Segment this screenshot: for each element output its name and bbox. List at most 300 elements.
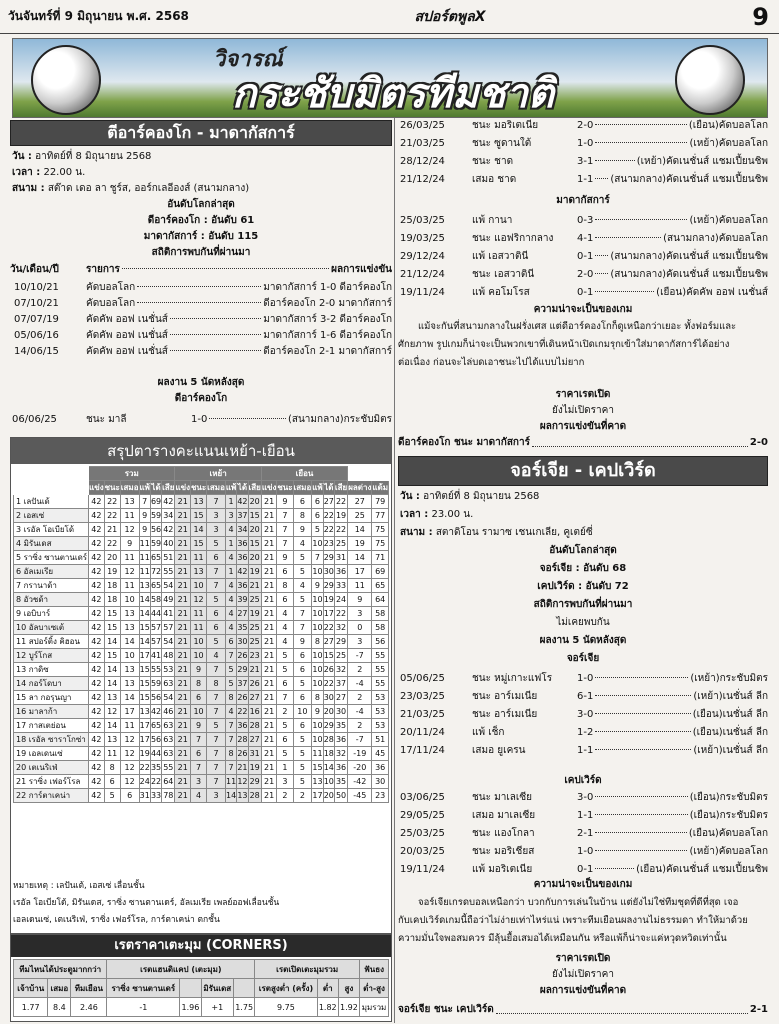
table-cell: 5 [277,663,293,677]
table-cell: 55 [372,649,389,663]
table-cell: 22 [104,509,120,523]
table-cell: 0 [348,621,372,635]
match2-h2h-title: สถิติการพบกันที่ผ่านมา [533,599,633,610]
table-cell: 42 [89,649,105,663]
team-name: 8 อัวชด้า [14,593,89,607]
corners-subhead: เสมอ [48,979,71,998]
table-cell: 15 [139,691,150,705]
table-cell: 2 [348,663,372,677]
table-cell: 53 [162,663,175,677]
table-cell: 7 [190,733,206,747]
table-cell: 5 [293,747,312,761]
table-cell: 3 [207,509,226,523]
table-cell: 17 [348,565,372,579]
match1-h2h-table [10,262,392,362]
match1-form-title: ผลงาน 5 นัดหลังสุด [157,377,245,388]
table-cell: 8 [104,761,120,775]
team-name: 11 สปอร์ติ้ง คิฮอน [14,635,89,649]
table-cell: 33 [334,579,347,593]
table-cell: 5 [207,593,226,607]
table-cell: 65 [372,579,389,593]
col-header: เสีย [248,481,261,495]
table-cell: 5 [312,523,323,537]
col-header: แพ้ [139,481,150,495]
table-row [14,593,389,607]
table-cell: 15 [248,509,261,523]
match1-right [398,118,768,448]
team-name: 1 เลปันเด้ [14,495,89,509]
table-cell: 56 [150,733,161,747]
table-cell: 7 [312,551,323,565]
table-row [14,551,389,565]
table-cell: 42 [150,705,161,719]
form-row: 25/03/25 แพ้ กานา 0-3 (เหย้า) คัดบอลโลก [400,215,768,226]
table-cell: 21 [175,593,191,607]
table-cell: 9 [139,509,150,523]
table-cell: 7 [207,705,226,719]
table-cell: 9 [277,551,293,565]
table-cell: 32 [334,747,347,761]
form-row: 19/03/25 ชนะ แอฟริกากลาง 4-1 (สนามกลาง) คัดบอลโลก [400,233,768,244]
table-cell: 72 [150,565,161,579]
table-cell: 53 [372,719,389,733]
table-cell: 42 [89,775,105,789]
table-cell: 2 [277,789,293,803]
corners-subhead: เจ้าบ้าน [14,979,48,998]
table-cell: 5 [277,719,293,733]
table-cell: 63 [162,677,175,691]
table-cell: 14 [104,635,120,649]
table-cell: 11 [225,775,236,789]
team-name: 18 เรอัล ซาราโกซ่า [14,733,89,747]
table-cell: 11 [139,537,150,551]
team-name: 15 ลา กอรุนญา [14,691,89,705]
corners-subhead: มิรันเดส [201,979,234,998]
table-cell: 21 [175,761,191,775]
table-cell: 24 [139,775,150,789]
table-cell: 31 [248,747,261,761]
table-cell: 5 [277,747,293,761]
table-cell: 13 [120,495,139,509]
table-cell: 2 [348,719,372,733]
table-cell: 26 [248,677,261,691]
table-cell: 42 [89,733,105,747]
table-cell: 17 [323,607,334,621]
table-cell: 54 [162,691,175,705]
analysis-line: ความมั่นใจพอสมควร มีลุ้นยื้อเสมอได้เหมือนกัน หรือแพ้ก็น่าจะแค่หวุดหวิดเท่านั้น [398,933,727,944]
table-cell: 34 [162,509,175,523]
table-cell: 55 [162,761,175,775]
table-cell: 14 [139,593,150,607]
table-cell: 1 [277,761,293,775]
analysis-line: จอร์เจียเกรดบอลเหนือกว่า บวกกับการเล่นในบ้าน แต่ยังไม่ใช่ทีมชุดที่ดีที่สุด เจอ [418,897,739,908]
table-cell: 42 [89,607,105,621]
form-row: 05/06/25 ชนะ หมู่เกาะแฟโร 1-0 (เหย้า) กระชับมิตร [400,673,768,684]
table-cell: 42 [237,565,248,579]
form-row: 03/06/25 ชนะ มาเลเซีย 3-0 (เยือน) กระชับมิตร [400,792,768,803]
table-cell: 15 [190,537,206,551]
table-cell: -4 [348,705,372,719]
col-header: ได้ [323,481,334,495]
table-cell: 23 [248,649,261,663]
table-cell: 7 [225,719,236,733]
table-cell: 6 [312,509,323,523]
col-header: เสมอ [120,481,139,495]
table-cell: 12 [120,523,139,537]
table-cell: 45 [372,747,389,761]
table-cell: 5 [104,789,120,803]
table-cell: 11 [190,621,206,635]
table-cell: 58 [372,607,389,621]
table-cell: 22 [334,523,347,537]
table-cell: 8 [190,677,206,691]
match2-rank-b: เคปเวิร์ด : อันดับ 72 [537,581,629,592]
form-row: 17/11/24 เสมอ ยูเครน 1-1 (เหย้า) เนชั่นส์ ลีก [400,745,768,756]
col-pts: แต้ม [372,481,389,495]
table-cell: 69 [150,495,161,509]
table-cell: 21 [261,523,277,537]
table-cell: 35 [237,621,248,635]
table-row [14,607,389,621]
table-cell: 15 [104,649,120,663]
table-cell: 20 [248,523,261,537]
table-cell: 5 [293,551,312,565]
team-name: 3 เรอัล โอเบียโด้ [14,523,89,537]
table-cell: 59 [150,509,161,523]
table-cell: 20 [248,551,261,565]
table-cell: 13 [120,607,139,621]
table-cell: 11 [190,551,206,565]
table-cell: 36 [237,537,248,551]
table-cell: 12 [120,733,139,747]
table-cell: 6 [207,607,226,621]
table-cell: 7 [277,523,293,537]
table-cell: 6 [293,495,312,509]
table-cell: 53 [372,705,389,719]
table-cell: 12 [120,747,139,761]
table-cell: 13 [120,621,139,635]
table-cell: 28 [248,789,261,803]
table-cell: 27 [323,635,334,649]
table-cell: 7 [277,509,293,523]
h2h-row: 07/10/21 คัดบอลโลก ดีอาร์คองโก 2-0 มาดากัสการ์ [14,298,392,309]
standings-box [10,437,392,934]
table-cell: 2 [293,789,312,803]
table-cell: 12 [120,565,139,579]
table-cell: 3 [207,789,226,803]
match2-prediction: จอร์เจีย ชนะ เคปเวิร์ด 2-1 [398,1004,768,1015]
table-cell: 17 [139,719,150,733]
table-cell: 28 [323,733,334,747]
table-cell: 26 [237,691,248,705]
table-cell: 29 [323,579,334,593]
table-row [14,747,389,761]
table-cell: 7 [139,495,150,509]
analysis-line: แม้จะกันที่สนามกลางในฝรั่งเศส แต่ดีอาร์คองโกก็ดูเหนือกว่าเยอะ ทั้งฟอร์มและ [418,321,737,332]
table-cell: 6 [277,677,293,691]
table-cell: 42 [162,523,175,537]
corners-head-goals: ทีมไหนได้ประตูมากกว่า [14,960,107,979]
table-cell: 7 [277,691,293,705]
table-cell: 5 [207,635,226,649]
match2-time: เวลา : 23.00 น. [400,509,474,520]
table-cell: 36 [334,733,347,747]
table-cell: 36 [372,761,389,775]
table-cell: 37 [237,509,248,523]
table-cell: 9 [312,705,323,719]
table-cell: 25 [248,593,261,607]
table-cell: 5 [207,537,226,551]
table-row [14,495,389,509]
table-cell: 6 [104,775,120,789]
table-cell: 5 [293,677,312,691]
table-cell: 44 [150,747,161,761]
table-cell: 21 [175,747,191,761]
corners-head-handicap: เรตแฮนดิแคป (เตะมุม) [107,960,255,979]
corners-value: 1.96 [180,998,201,1017]
table-cell: 22 [334,607,347,621]
table-cell: 5 [225,663,236,677]
table-cell: 21 [175,607,191,621]
table-cell: 6 [277,733,293,747]
table-cell: 29 [323,551,334,565]
table-cell: 46 [162,705,175,719]
table-cell: 58 [150,593,161,607]
table-cell: 3 [207,523,226,537]
table-cell: 6 [225,635,236,649]
table-cell: 21 [175,663,191,677]
table-cell: 11 [120,551,139,565]
form-row: 29/05/25 เสมอ มาเลเซีย 1-1 (เยือน) กระชับมิตร [400,810,768,821]
table-cell: 21 [261,509,277,523]
table-cell: 33 [150,789,161,803]
group-away: เยือน [261,467,347,481]
table-cell: 42 [89,565,105,579]
corners-table [13,959,389,1017]
table-cell: 8 [207,677,226,691]
match2-team-a-label: จอร์เจีย [566,653,600,664]
table-cell: 29 [334,635,347,649]
table-cell: 21 [175,509,191,523]
table-cell: 12 [120,761,139,775]
table-cell: 10 [323,775,334,789]
table-cell: 42 [89,509,105,523]
form-row: 19/11/24 แพ้ มอริเตเนีย 0-1 (เยือน) คัดเนชั่นส์ แชมเปี้ยนชิพ [400,864,768,875]
table-cell: 17 [120,705,139,719]
match2-ranking-title: อันดับโลกล่าสุด [549,545,617,556]
table-cell: 10 [312,565,323,579]
corners-value: 8.4 [48,998,71,1017]
table-cell: 7 [225,733,236,747]
match1-prediction: ดีอาร์คองโก ชนะ มาดากัสการ์ 2-0 [398,437,768,448]
table-cell: 5 [293,565,312,579]
table-cell: 6 [190,691,206,705]
group-home: เหย้า [175,467,261,481]
table-cell: 31 [139,789,150,803]
table-cell: 21 [175,621,191,635]
match1-price-value: ยังไม่เปิดราคา [552,405,614,416]
table-cell: 31 [334,551,347,565]
table-cell: 4 [277,635,293,649]
col-header: แพ้ [225,481,236,495]
match2-venue: สนาม : สตาดิโอน รามาซ เชนเกเลีย, คูเตย์ซี่ [400,527,593,538]
table-cell: 57 [162,621,175,635]
table-cell: 21 [248,663,261,677]
table-cell: 13 [139,705,150,719]
table-cell: 55 [372,677,389,691]
table-cell: 21 [261,677,277,691]
table-cell: 17 [139,649,150,663]
team-name: 16 มาลาก้า [14,705,89,719]
table-cell: 6 [293,719,312,733]
table-cell: 16 [248,705,261,719]
table-cell: 21 [261,579,277,593]
table-row [14,635,389,649]
table-cell: 58 [372,621,389,635]
table-cell: 27 [334,691,347,705]
table-cell: 21 [175,705,191,719]
match1-analysis-title: ความน่าจะเป็นของเกม [533,304,633,315]
banner-title: กระชับมิตรทีมชาติ [232,71,554,117]
table-cell: 21 [261,635,277,649]
table-cell: 6 [207,621,226,635]
table-cell: 30 [323,691,334,705]
table-cell: 13 [139,579,150,593]
table-cell: 21 [261,719,277,733]
match2-date: วัน : อาทิตย์ที่ 8 มิถุนายน 2568 [400,491,540,502]
team-name: 22 การ์ตาเคน่า [14,789,89,803]
table-cell: 21 [175,565,191,579]
match1-venue: สนาม : สต๊าด เดอ ลา ชูร์ส, ออร์กเลอีองส์ (สนามกลาง) [12,183,250,194]
table-cell: 57 [150,635,161,649]
table-cell: 15 [190,509,206,523]
table-row [14,733,389,747]
table-cell: 4 [190,789,206,803]
table-cell: 21 [261,691,277,705]
issue-date: วันจันทร์ที่ 9 มิถุนายน พ.ศ. 2568 [8,9,189,23]
table-cell: 14 [104,663,120,677]
team-name: 4 มิรันเดส [14,537,89,551]
table-cell: 6 [293,663,312,677]
corners-subhead [180,979,201,998]
column-divider [394,118,395,1023]
table-cell: 19 [323,593,334,607]
table-cell: 37 [334,677,347,691]
table-cell: 32 [334,663,347,677]
table-cell: 19 [334,509,347,523]
table-cell: 19 [104,565,120,579]
col-header: ได้ [237,481,248,495]
corners-head-total: เรตเปิดเตะมุมรวม [255,960,360,979]
match1-rank-b: มาดากัสการ์ : อันดับ 115 [143,231,259,242]
col-header: เสมอ [293,481,312,495]
table-cell: 5 [293,733,312,747]
table-cell: -20 [348,761,372,775]
corners-subhead: ทีมเยือน [71,979,107,998]
table-cell: 3 [190,775,206,789]
corners-value: 2.46 [71,998,107,1017]
table-row [14,789,389,803]
table-cell: 4 [225,621,236,635]
table-cell: 15 [248,537,261,551]
table-cell: 22 [237,705,248,719]
table-cell: 4 [225,593,236,607]
table-cell: 35 [334,775,347,789]
table-cell: 22 [323,677,334,691]
table-cell: 6 [277,593,293,607]
table-cell: 3 [277,775,293,789]
table-row [14,649,389,663]
table-cell: 4 [293,579,312,593]
table-cell: 21 [104,523,120,537]
table-cell: 13 [104,733,120,747]
corners-value: +1 [201,998,234,1017]
table-cell: 10 [312,733,323,747]
h2h-row: 14/06/15 คัดคัพ ออฟ เนชั่นส์ ดีอาร์คองโก 2-1 มาดากัสการ์ [14,346,392,357]
table-cell: 21 [175,579,191,593]
table-cell: 11 [312,747,323,761]
table-cell: 22 [323,523,334,537]
table-cell: 21 [175,775,191,789]
table-cell: 8 [312,691,323,705]
table-cell: 14 [225,789,236,803]
team-name: 17 กาสเตย่อน [14,719,89,733]
table-cell: 22 [139,761,150,775]
table-cell: 42 [89,593,105,607]
table-cell: 35 [150,761,161,775]
table-cell: 30 [323,565,334,579]
corners-value: 9.75 [255,998,317,1017]
table-row [14,523,389,537]
table-cell: 7 [207,495,226,509]
table-cell: 57 [150,621,161,635]
table-cell: 4 [225,551,236,565]
table-cell: 10 [312,649,323,663]
table-cell: 21 [261,565,277,579]
table-cell: 21 [175,537,191,551]
table-cell: 4 [277,607,293,621]
match2-h2h-none: ไม่เคยพบกัน [556,617,610,628]
table-cell: 21 [175,635,191,649]
table-cell: 75 [372,537,389,551]
football-icon [675,45,745,115]
table-cell: 14 [348,523,372,537]
table-cell: 21 [175,719,191,733]
h2h-header-row: วัน/เดือน/ปี รายการ ผลการแข่งขัน [10,264,392,275]
table-cell: -7 [348,649,372,663]
table-cell: 21 [175,551,191,565]
form-row: 25/03/25 ชนะ แองโกลา 2-1 (เยือน) คัดบอลโลก [400,828,768,839]
table-cell: -45 [348,789,372,803]
table-cell: 14 [190,523,206,537]
team-name: 14 กอร์โดบา [14,677,89,691]
table-cell: 25 [348,509,372,523]
table-cell: 20 [323,705,334,719]
table-cell: 4 [225,579,236,593]
corners-subhead: ต่ำ-สูง [360,979,389,998]
team-name: 12 บูร์โกส [14,649,89,663]
table-cell: 42 [89,705,105,719]
team-name: 7 กรานาด้า [14,579,89,593]
table-cell: 6 [120,789,139,803]
corners-title: เรตราคาเตะมุม (CORNERS) [11,935,391,957]
table-cell: 8 [225,747,236,761]
table-cell: 21 [261,775,277,789]
table-cell: 4 [277,621,293,635]
table-cell: 10 [293,705,312,719]
table-cell: 42 [89,747,105,761]
match1-date: วัน : อาทิตย์ที่ 8 มิถุนายน 2568 [12,151,152,162]
